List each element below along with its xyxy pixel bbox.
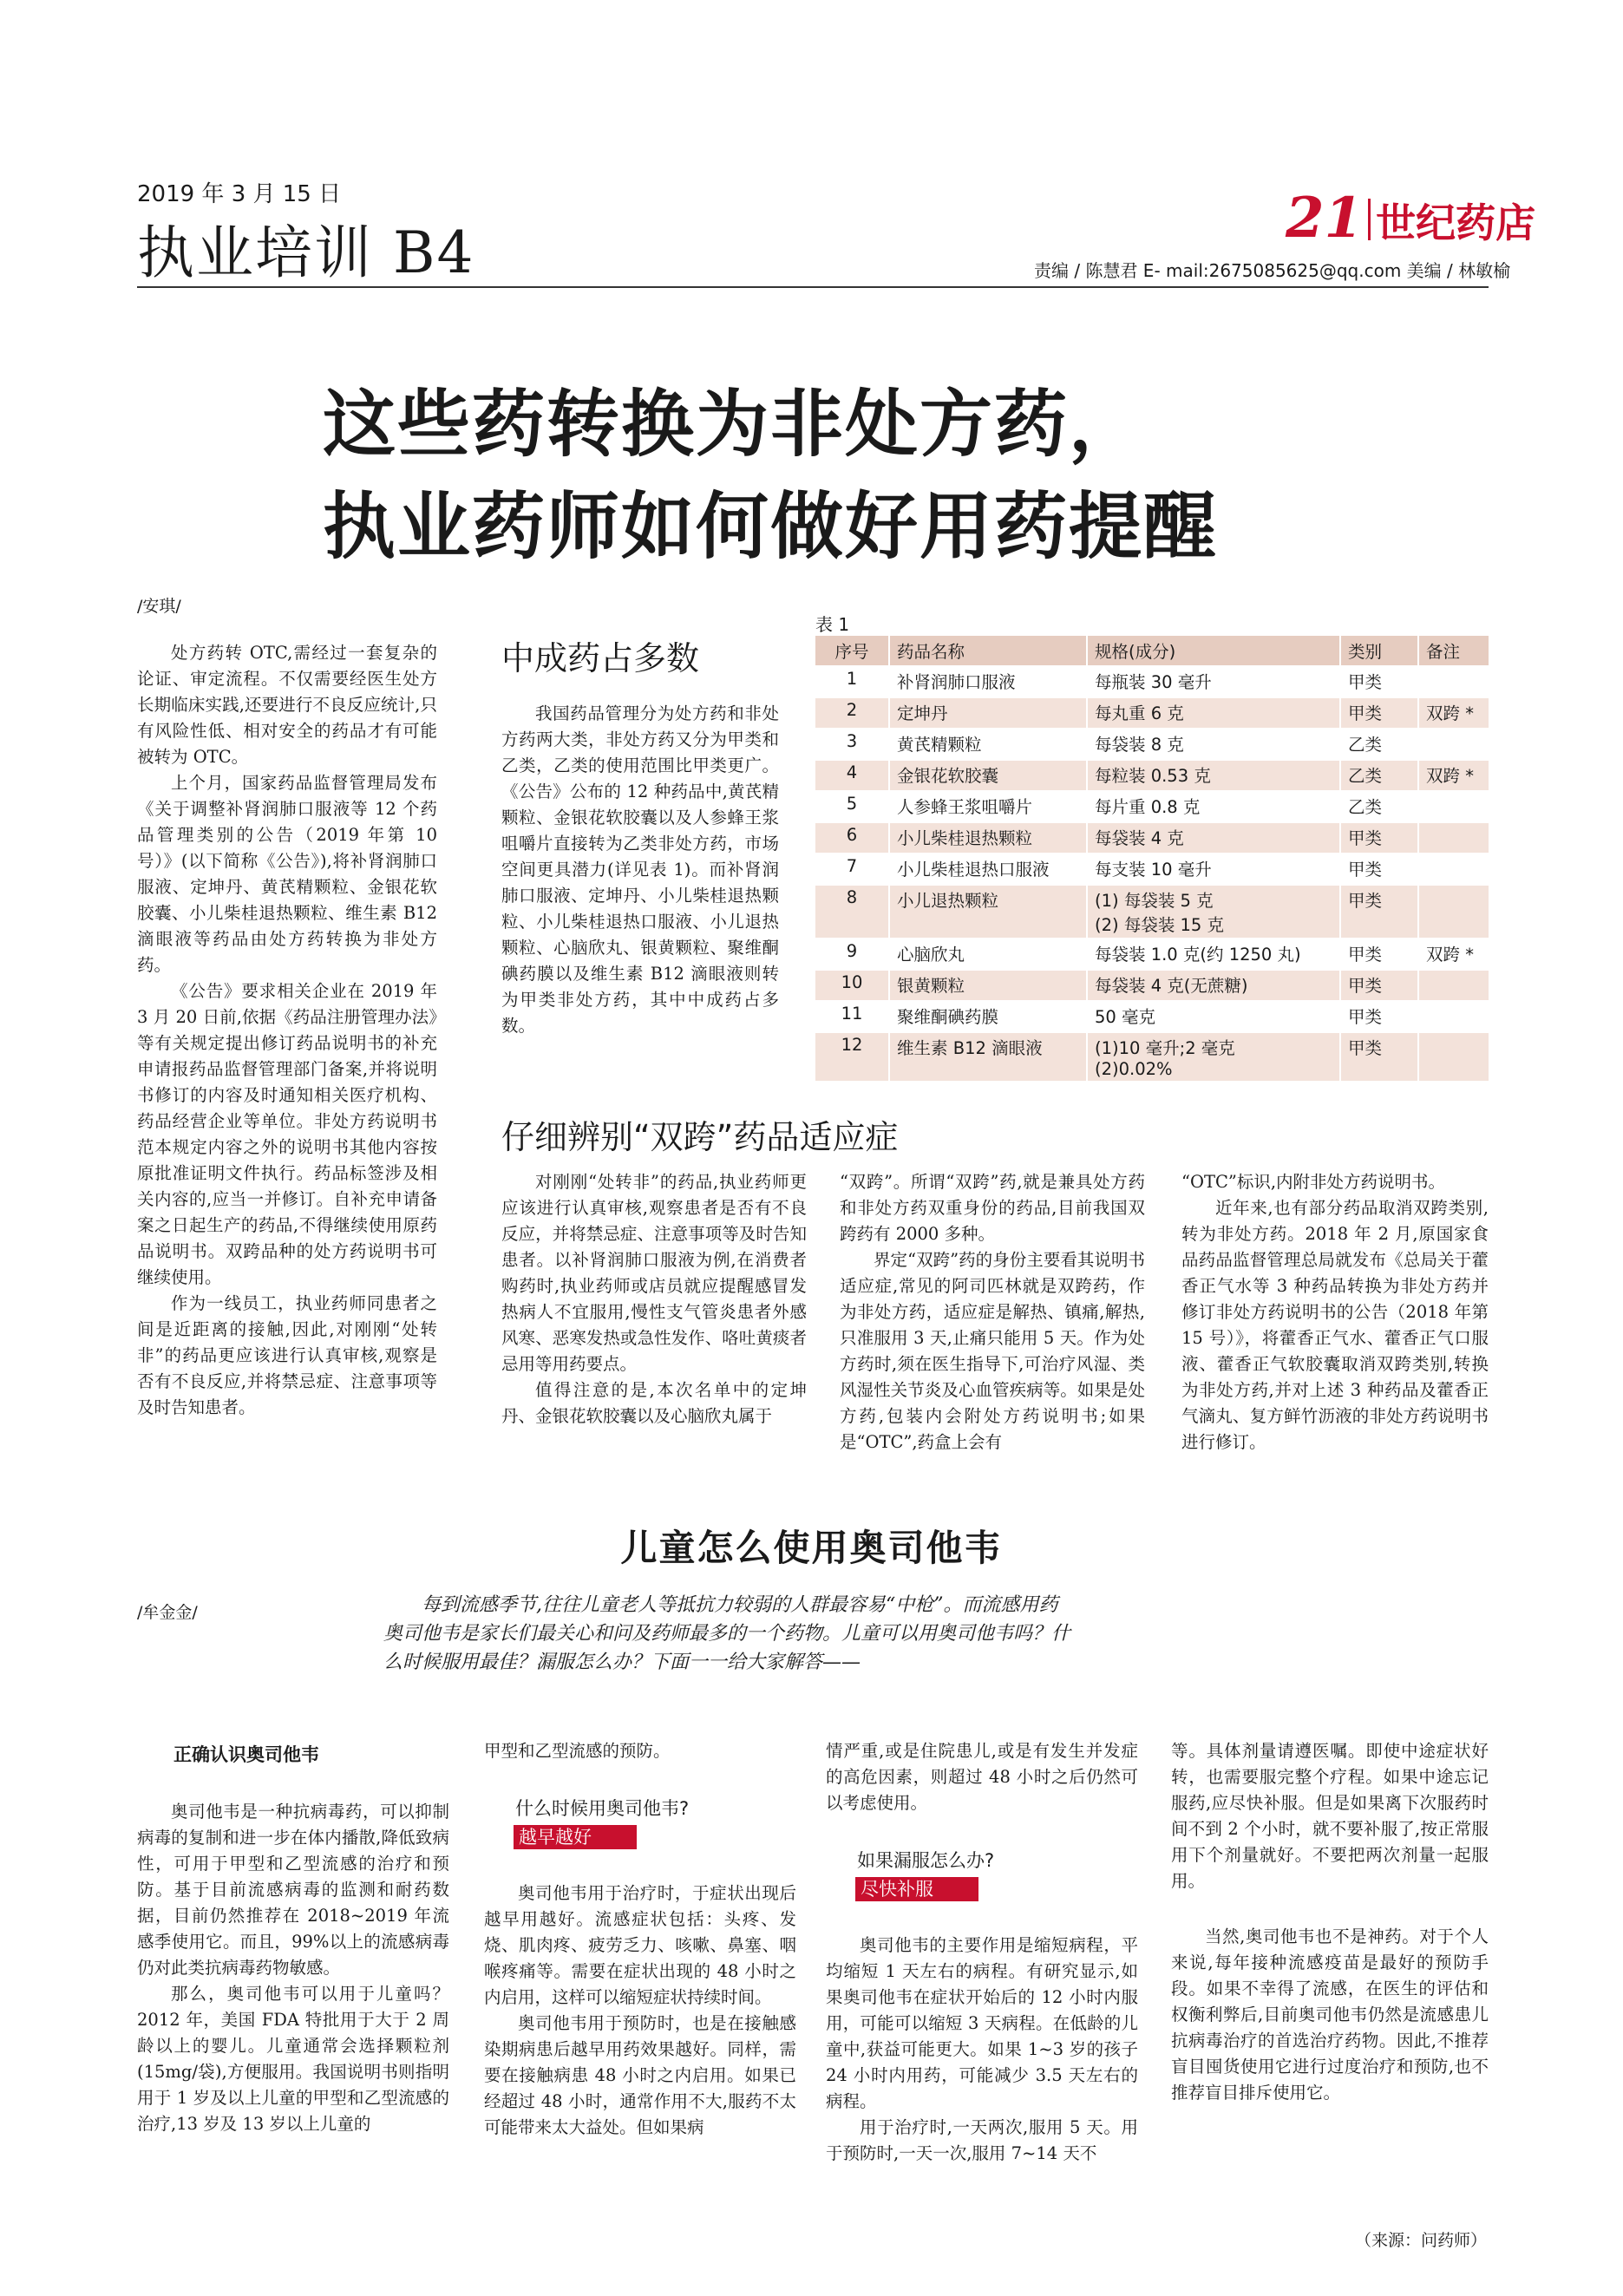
- table-row: [815, 666, 1489, 697]
- table-cell: 甲类: [1340, 822, 1418, 854]
- section-body: [501, 701, 779, 1039]
- table-cell: [1418, 666, 1489, 697]
- table-cell: [1418, 854, 1489, 885]
- table-cell: (1)10 毫升;2 毫克 (2)0.02%: [1087, 1032, 1340, 1082]
- paragraph: 当然,奥司他韦也不是神药。对于个人来说,每年接种流感疫苗是最好的预防手段。如果不幸得了流感，在医生的评估和权衡利弊后,目前奥司他韦仍然是流感患儿抗病毒治疗的首选治疗药物。因此,不推荐盲目囤货使用它进行过度治疗和预防,也不推荐盲目排斥使用它。: [1171, 1926, 1489, 2103]
- table-row: [815, 697, 1489, 729]
- section-heading: [501, 1110, 898, 1158]
- article2-column-2-body: [484, 1881, 796, 2141]
- table-cell: 甲类: [1340, 666, 1418, 697]
- table-cell: 定坤丹: [889, 697, 1087, 729]
- table-cell: 8: [815, 885, 889, 939]
- table-row: [815, 1001, 1489, 1032]
- table-cell: 小儿柴桂退热颗粒: [889, 822, 1087, 854]
- table-cell: 乙类: [1340, 791, 1418, 822]
- header-rule: [137, 286, 1489, 288]
- lead-line: 么时候服用最佳？漏服怎么办？下面一一给大家解答——: [383, 1652, 861, 1673]
- section-title: 中成药占多数: [501, 639, 700, 677]
- table-cell: 每片重 0.8 克: [1087, 791, 1340, 822]
- table-row: [815, 822, 1489, 854]
- table-cell: 每丸重 6 克: [1087, 697, 1340, 729]
- table-cell: 每粒装 0.53 克: [1087, 760, 1340, 791]
- table-cell: 心脑欣丸: [889, 939, 1087, 970]
- paragraph: 近年来,也有部分药品取消双跨类别,转为非处方药。2018 年 2 月,原国家食品药品监督管理总局就发布《总局关于藿香正气水等 3 种药品转换为非处方药并修订非处方药说明书的公告（2018 年第 15 号）》，将藿香正气水、藿香正气口服液、藿香正气软胶囊取消双跨类别,转换为非处方药,并对上述 3 种药品及藿香正气滴丸、复方鲜竹沥液的非处方药说明书进行修订。: [1181, 1198, 1489, 1452]
- table-row: [815, 1032, 1489, 1082]
- paragraph: 用于治疗时,一天两次,服用 5 天。用于预防时,一天一次,服用 7~14 天不: [826, 2117, 1138, 2163]
- table-cell: 小儿柴桂退热口服液: [889, 854, 1087, 885]
- table-cell: 10: [815, 970, 889, 1001]
- editor-credits: 责编 / 陈慧君 E- mail:2675085625@qq.com 美编 / 林敏榆: [1034, 260, 1511, 281]
- paragraph: 等。具体剂量请遵医嘱。即使中途症状好转，也需要服完整个疗程。如果中途忘记服药,应尽快补服。但是如果离下次服药时间不到 2 个小时，就不要补服了,按正常服用下个剂量就好。不要把两次剂量一起服用。: [1171, 1741, 1489, 1891]
- table-cell: 5: [815, 791, 889, 822]
- table-cell: [1418, 1001, 1489, 1032]
- table-header: 类别: [1340, 636, 1418, 666]
- table-cell: 乙类: [1340, 729, 1418, 760]
- article-headline: [323, 373, 1218, 578]
- paragraph: 界定“双跨”药的身份主要看其说明书适应症,常见的阿司匹林就是双跨药，作为非处方药，适应症是解热、镇痛,解热,只准服用 3 天,止痛只能用 5 天。作为处方药时,须在医生指导下,可治疗风湿、类风湿性关节炎及心血管疾病等。如果是处方药,包装内会附处方药说明书;如果是“OTC”,药盒上会有: [840, 1250, 1145, 1452]
- article2-column-2: [484, 1738, 796, 1764]
- article2-byline: /牟金金/: [137, 1603, 198, 1622]
- table-cell: 2: [815, 697, 889, 729]
- table-cell: [1418, 822, 1489, 854]
- table-body: [815, 666, 1489, 1082]
- article1-column-1: [137, 640, 437, 1421]
- paragraph: 奥司他韦用于预防时，也是在接触感染期病患后越早用药效果越好。同样，需要在接触病患 48 小时之内启用。如果已经超过 48 小时，通常作用不大,服药不太可能带来太大益处。但如果病: [484, 2013, 796, 2137]
- subsection-tag: [855, 1877, 978, 1901]
- table-cell: [1418, 791, 1489, 822]
- paragraph: 上个月，国家药品监督管理局发布《关于调整补肾润肺口服液等 12 个药品管理类别的公告（2019 年第 10 号）》(以下简称《公告》),将补肾润肺口服液、定坤丹、黄芪精颗粒、金银花软胶囊、小儿柴桂退热颗粒、维生素 B12 滴眼液等药品由处方药转换为非处方药。: [137, 773, 437, 975]
- masthead-logo: [1286, 186, 1535, 251]
- table-cell: 7: [815, 854, 889, 885]
- table-cell: [1418, 1032, 1489, 1082]
- paragraph: “双跨”。所谓“双跨”药,就是兼具处方药和非处方药双重身份的药品,目前我国双跨药有 2000 多种。: [840, 1172, 1145, 1244]
- table-cell: [1418, 970, 1489, 1001]
- section2-column-1: [501, 1169, 807, 1429]
- table-cell: 9: [815, 939, 889, 970]
- section-title: 执业培训 B4: [137, 219, 475, 286]
- answer-tag: 越早越好: [514, 1825, 637, 1849]
- table-cell: 每瓶装 30 毫升: [1087, 666, 1340, 697]
- table-cell: 银黄颗粒: [889, 970, 1087, 1001]
- table-cell: (1) 每袋装 5 克 (2) 每袋装 15 克: [1087, 885, 1340, 939]
- table-cell: [1418, 729, 1489, 760]
- table-cell: 3: [815, 729, 889, 760]
- paragraph: 作为一线员工，执业药师同患者之间是近距离的接触,因此,对刚刚“处转非”的药品更应该进行认真审核,观察是否有不良反应,并将禁忌症、注意事项等及时告知患者。: [137, 1293, 437, 1417]
- table-header: 药品名称: [889, 636, 1087, 666]
- lead-line: 每到流感季节,往往儿童老人等抵抗力较弱的人群最容易“中枪”。而流感用药: [422, 1594, 1058, 1616]
- table-cell: 甲类: [1340, 885, 1418, 939]
- logo-divider: [1368, 199, 1371, 240]
- table-header: 备注: [1418, 636, 1489, 666]
- paragraph: 《公告》要求相关企业在 2019 年 3 月 20 日前,依据《药品注册管理办法》等有关规定提出修订药品说明书的补充申请报药品监督管理部门备案,并将说明书修订的内容及时通知相关医疗机构、药品经营企业等单位。非处方药说明书范本规定内容之外的说明书其他内容按原批准证明文件执行。药品标签涉及相关内容的,应当一并修订。自补充申请备案之日起生产的药品,不得继续使用原药品说明书。双跨品种的处方药说明书可继续使用。: [137, 981, 437, 1287]
- table-cell: 11: [815, 1001, 889, 1032]
- table-cell: 1: [815, 666, 889, 697]
- table-cell: 甲类: [1340, 970, 1418, 1001]
- article2-column-3: [826, 1738, 1138, 1816]
- table-cell: 双跨 *: [1418, 697, 1489, 729]
- headline-line-1: 这些药转换为非处方药，: [323, 381, 1144, 467]
- table-cell: 每袋装 4 克: [1087, 822, 1340, 854]
- paragraph: 值得注意的是,本次名单中的定坤丹、金银花软胶囊以及心脑欣丸属于: [501, 1380, 807, 1426]
- subsection-question: 如果漏服怎么办?: [857, 1850, 995, 1871]
- subsection-tag: [514, 1825, 637, 1849]
- paragraph: 奥司他韦用于治疗时，于症状出现后越早用越好。流感症状包括：头疼、发烧、肌肉疼、疲劳乏力、咳嗽、鼻塞、咽喉疼痛等。需要在症状出现的 48 小时之内启用，这样可以缩短症状持续时间。: [484, 1883, 796, 2007]
- table-cell: 甲类: [1340, 1032, 1418, 1082]
- table-cell: 甲类: [1340, 854, 1418, 885]
- table-cell: 黄芪精颗粒: [889, 729, 1087, 760]
- paragraph: 情严重,或是住院患儿,或是有发生并发症的高危因素，则超过 48 小时之后仍然可以考虑使用。: [826, 1741, 1138, 1813]
- paragraph: 我国药品管理分为处方药和非处方药两大类，非处方药又分为甲类和乙类，乙类的使用范围比甲类更广。《公告》公布的 12 种药品中,黄芪精颗粒、金银花软胶囊以及人参蜂王浆咀嚼片直接转为乙类非处方药，市场空间更具潜力(详见表 1)。而补肾润肺口服液、定坤丹、小儿柴桂退热颗粒、小儿柴桂退热口服液、小儿退热颗粒、心脑欣丸、银黄颗粒、聚维酮碘药膜以及维生素 B12 滴眼液则转为甲类非处方药，其中中成药占多数。: [501, 703, 779, 1036]
- section2-column-2: [840, 1169, 1145, 1455]
- table-cell: 维生素 B12 滴眼液: [889, 1032, 1087, 1082]
- paragraph: 甲型和乙型流感的预防。: [484, 1741, 671, 1761]
- article2-title: 儿童怎么使用奥司他韦: [620, 1527, 1003, 1569]
- table-cell: 50 毫克: [1087, 1001, 1340, 1032]
- article2-lead: [383, 1591, 1260, 1677]
- paragraph: 那么，奥司他韦可以用于儿童吗？2012 年，美国 FDA 特批用于大于 2 周龄以上的婴儿。儿童通常会选择颗粒剂(15mg/袋),方便服用。我国说明书则指明用于 1 岁及以上儿童的甲型和乙型流感的治疗,13 岁及 13 岁以上儿童的: [137, 1984, 449, 2134]
- table-cell: 每支装 10 毫升: [1087, 854, 1340, 885]
- article2-column-3-body: [826, 1933, 1138, 2167]
- table-cell: [1418, 885, 1489, 939]
- drug-table: [815, 636, 1489, 1083]
- table-row: [815, 791, 1489, 822]
- article2-column-4: [1171, 1738, 1489, 2106]
- paragraph: 处方药转 OTC,需经过一套复杂的论证、审定流程。不仅需要经医生处方长期临床实践,还要进行不良反应统计,只有风险性低、相对安全的药品才有可能被转为 OTC。: [137, 643, 437, 767]
- paragraph: 奥司他韦是一种抗病毒药，可以抑制病毒的复制和进一步在体内播散,降低致病性，可用于甲型和乙型流感的治疗和预防。基于目前流感病毒的监测和耐药数据，目前仍然推荐在 2018~2019 年流感季使用它。而且，99%以上的流感病毒仍对此类抗病毒药物敏感。: [137, 1802, 449, 1978]
- table-header: 序号: [815, 636, 889, 666]
- table-header: 规格(成分): [1087, 636, 1340, 666]
- subsection-question: 什么时候用奥司他韦?: [515, 1798, 690, 1819]
- table-row: [815, 854, 1489, 885]
- table-cell: 每袋装 1.0 克(约 1250 丸): [1087, 939, 1340, 970]
- table-cell: 金银花软胶囊: [889, 760, 1087, 791]
- table-cell: 6: [815, 822, 889, 854]
- table-cell: 甲类: [1340, 1001, 1418, 1032]
- table-cell: 补肾润肺口服液: [889, 666, 1087, 697]
- table-row: [815, 970, 1489, 1001]
- section-title: 仔细辨别“双跨”药品适应症: [501, 1118, 899, 1156]
- section-heading: [501, 631, 699, 679]
- table-cell: 12: [815, 1032, 889, 1082]
- table-cell: 聚维酮碘药膜: [889, 1001, 1087, 1032]
- table-cell: 双跨 *: [1418, 939, 1489, 970]
- article2-column-1: [137, 1799, 449, 2137]
- article-source: （来源：问药师）: [1355, 2231, 1488, 2250]
- table-cell: 每袋装 4 克(无蔗糖): [1087, 970, 1340, 1001]
- table-cell: 甲类: [1340, 697, 1418, 729]
- table-cell: 人参蜂王浆咀嚼片: [889, 791, 1087, 822]
- headline-line-2: 执业药师如何做好用药提醒: [323, 483, 1219, 569]
- table-row: [815, 729, 1489, 760]
- table-row: [815, 939, 1489, 970]
- logo-text: 世纪药店: [1376, 200, 1536, 246]
- paragraph: “OTC”标识,内附非处方药说明书。: [1181, 1172, 1446, 1192]
- paragraph: 对刚刚“处转非”的药品,执业药师更应该进行认真审核,观察患者是否有不良反应，并将禁忌症、注意事项等及时告知患者。以补肾润肺口服液为例,在消费者购药时,执业药师或店员就应提醒感冒发热病人不宜服用,慢性支气管炎患者外感风寒、恶寒发热或急性发作、咯吐黄痰者忌用等用药要点。: [501, 1172, 807, 1374]
- table-cell: 甲类: [1340, 939, 1418, 970]
- table-row: [815, 885, 1489, 939]
- table-cell: 双跨 *: [1418, 760, 1489, 791]
- logo-number: 21: [1286, 186, 1364, 251]
- table-row: [815, 760, 1489, 791]
- table-caption: 表 1: [815, 614, 850, 635]
- column-heading: 正确认识奥司他韦: [173, 1744, 319, 1765]
- table-cell: 小儿退热颗粒: [889, 885, 1087, 939]
- lead-line: 奥司他韦是家长们最关心和问及药师最多的一个药物。儿童可以用奥司他韦吗？什: [383, 1623, 1071, 1645]
- paragraph: 奥司他韦的主要作用是缩短病程，平均缩短 1 天左右的病程。有研究显示,如果奥司他韦在症状开始后的 12 小时内服用，可能可以缩短 3 天病程。在低龄的儿童中,获益可能更大。如果 1~3 岁的孩子 24 小时内用药，可能减少 3.5 天左右的病程。: [826, 1935, 1138, 2111]
- answer-tag: 尽快补服: [855, 1877, 978, 1901]
- table-cell: 乙类: [1340, 760, 1418, 791]
- table-cell: 4: [815, 760, 889, 791]
- section2-column-3: [1181, 1169, 1489, 1455]
- issue-date: 2019 年 3 月 15 日: [137, 181, 342, 207]
- article-byline: /安琪/: [137, 597, 181, 616]
- table-cell: 每袋装 8 克: [1087, 729, 1340, 760]
